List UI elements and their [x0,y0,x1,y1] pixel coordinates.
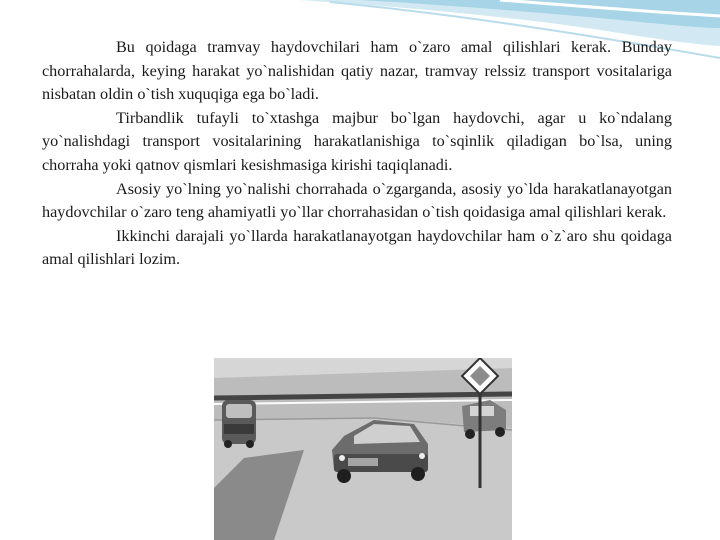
paragraph-3: Asosiy yo`lning yo`nalishi chorrahada o`zgarganda, asosiy yo`lda harakatlanayotgan haydovchilar o`zaro teng ahamiyatli yo`llar chorrahasidan o`tish qoidasiga amal qilishlari kerak. [42,179,672,222]
paragraph-1: Bu qoidaga tramvay haydovchilari ham o`zaro amal qilishlari kerak. Bunday chorrahalarda, keying harakat yo`nalishidan qatiy nazar, tramvay relssiz transport vositalariga nisbatan oldin o`tish xuquqiga ega bo`ladi. [42,38,672,104]
left-car-icon [222,400,256,448]
document-body [42,36,672,272]
paragraph-4: Ikkinchi darajali yo`llarda harakatlanayotgan haydovchilar ham o`z`aro shu qoidaga amal qilishlari lozim. [42,226,672,269]
paragraph-2: Tirbandlik tufayli to`xtashga majbur bo`lgan haydovchi, agar u ko`ndalang yo`nalishdagi transport vositalarining harakatlanishiga to`sqinlik qiladigan bo`lsa, uning chorraha yoki qatnov qismlari kesishmasiga kirishi taqiqlanadi. [42,108,672,174]
road-intersection-illustration [214,358,512,540]
